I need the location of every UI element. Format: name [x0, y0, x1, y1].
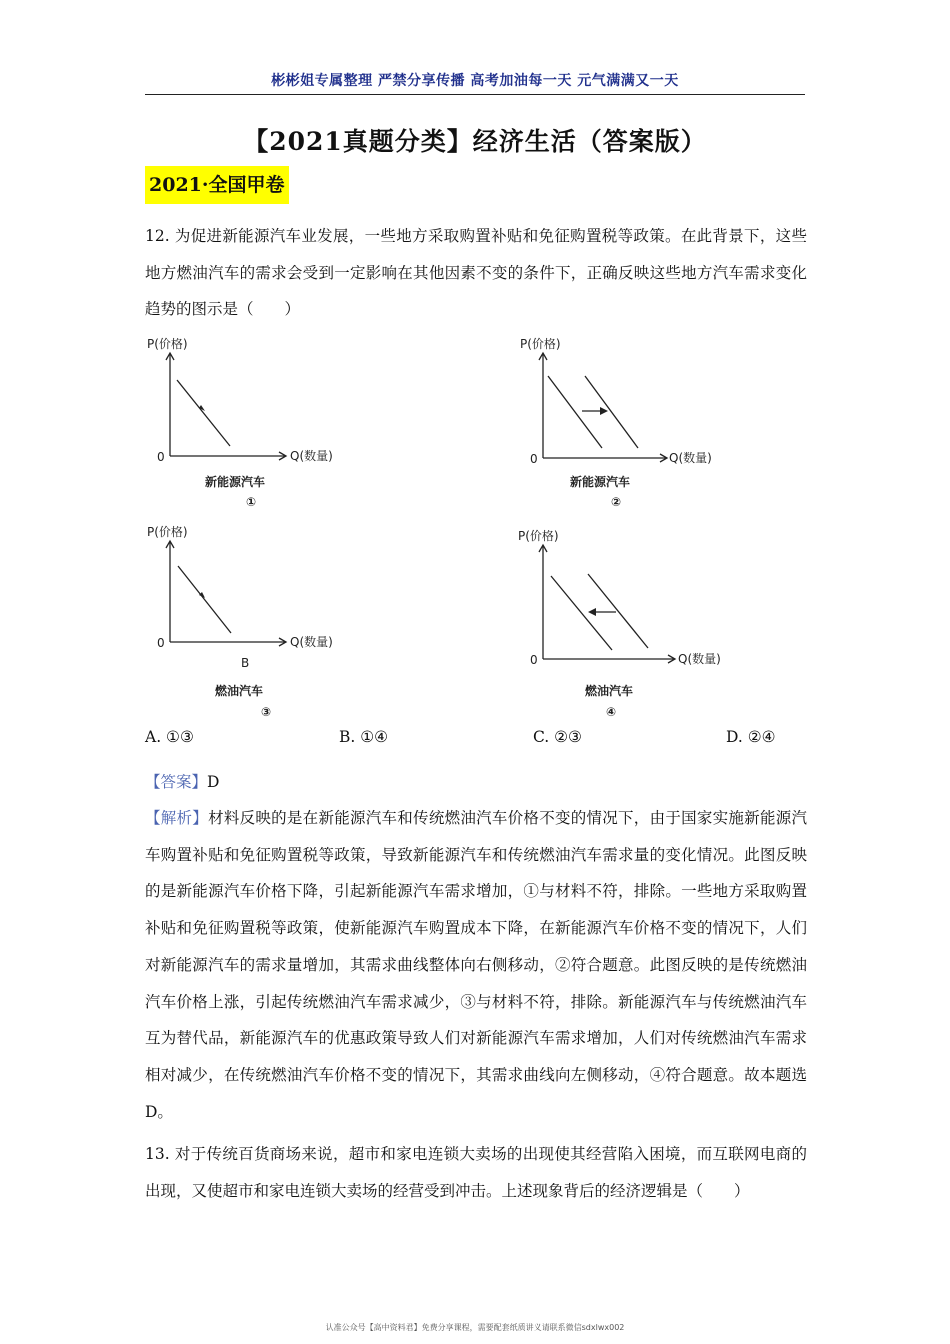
- figure-1-number: ①: [246, 495, 257, 509]
- option-b: B. ①④: [339, 728, 389, 746]
- figure-2-origin: 0: [530, 452, 538, 466]
- figure-3-y-label: P(价格): [147, 525, 188, 539]
- analysis-text: 材料反映的是在新能源汽车和传统燃油汽车价格不变的情况下，由于国家实施新能源汽车购置补贴和免征购置税等政策，导致新能源汽车和传统燃油汽车需求量的变化情况。此图反映的是新能源汽车价格下降，引起新能源汽车需求增加，①与材料不符，排除。一些地方采取购置补贴和免征购置税等政策，使新能源汽车购置成本下降，在新能源汽车价格不变的情况下，人们对新能源汽车的需求量增加，其需求曲线整体向右侧移动，②符合题意。此图反映的是传统燃油汽车价格上涨，引起传统燃油汽车需求减少，③与材料不符，排除。新能源汽车与传统燃油汽车互为替代品，新能源汽车的优惠政策导致人们对新能源汽车需求增加，人们对传统燃油汽车需求相对减少，在传统燃油汽车价格不变的情况下，其需求曲线向左侧移动，④符合题意。故本题选D。: [145, 809, 807, 1121]
- figure-1-x-label: Q(数量): [290, 449, 333, 463]
- analysis-paragraph: [145, 800, 807, 1130]
- analysis-tag: 【解析】: [145, 809, 209, 827]
- figure-3-demand-curve: [178, 566, 231, 633]
- figure-4-x-label: Q(数量): [678, 652, 721, 666]
- figure-4-number: ④: [606, 705, 617, 719]
- figure-2-demand-curve-1: [548, 376, 602, 448]
- footer-note: 认准公众号【高中资料君】免费分享课程，需要配套纸质讲义请联系微信sdxlwx002: [325, 1323, 625, 1332]
- figure-4-demand-curve-2: [588, 574, 648, 648]
- question-13-text: 13. 对于传统百货商场来说，超市和家电连锁大卖场的出现使其经营陷入困境，而互联网电商的出现，又使超市和家电连锁大卖场的经营受到冲击。上述现象背后的经济逻辑是（ ）: [145, 1145, 807, 1200]
- figure-3-caption: 燃油汽车: [215, 684, 264, 698]
- option-a: A. ①③: [145, 728, 194, 746]
- section-highlight: 2021·全国甲卷: [145, 166, 289, 204]
- question-12-text: 12. 为促进新能源汽车业发展，一些地方采取购置补贴和免征购置税等政策。在此背景下，这些地方燃油汽车的需求会受到一定影响在其他因素不变的条件下，正确反映这些地方汽车需求变化趋势的图示是（ ）: [145, 227, 807, 319]
- figure-2-x-label: Q(数量): [669, 451, 712, 465]
- answer-line: [145, 764, 807, 801]
- figure-2: [518, 334, 738, 514]
- figure-1-origin: 0: [157, 450, 165, 464]
- figure-1: [145, 334, 365, 514]
- figure-4-caption: 燃油汽车: [585, 684, 634, 698]
- figure-1-caption: 新能源汽车: [205, 475, 266, 489]
- figure-2-caption: 新能源汽车: [570, 475, 631, 489]
- header-divider: [145, 94, 805, 95]
- figure-4: [518, 526, 748, 726]
- figure-1-y-label: P(价格): [147, 337, 188, 351]
- figure-3-number: ③: [261, 705, 272, 719]
- option-d: D. ②④: [726, 728, 776, 746]
- answer-value: D: [207, 773, 220, 791]
- document-title: 【2021真题分类】经济生活（答案版）: [243, 127, 707, 156]
- answer-tag: 【答案】: [145, 773, 208, 791]
- figure-3: [145, 522, 365, 722]
- figure-3-extra-label: B: [241, 656, 250, 670]
- figure-4-y-label: P(价格): [518, 529, 559, 543]
- figure-1-demand-curve: [177, 380, 230, 446]
- figure-2-y-label: P(价格): [520, 337, 561, 351]
- figure-3-origin: 0: [157, 636, 165, 650]
- figure-4-demand-curve-1: [551, 576, 612, 650]
- header-banner: 彬彬姐专属整理 严禁分享传播 高考加油每一天 元气满满又一天: [271, 73, 679, 89]
- option-c: C. ②③: [533, 728, 582, 746]
- figure-2-demand-curve-2: [585, 376, 638, 448]
- figure-2-number: ②: [611, 495, 622, 509]
- question-12-options: [145, 728, 815, 758]
- figure-3-x-label: Q(数量): [290, 635, 333, 649]
- figure-4-origin: 0: [530, 653, 538, 667]
